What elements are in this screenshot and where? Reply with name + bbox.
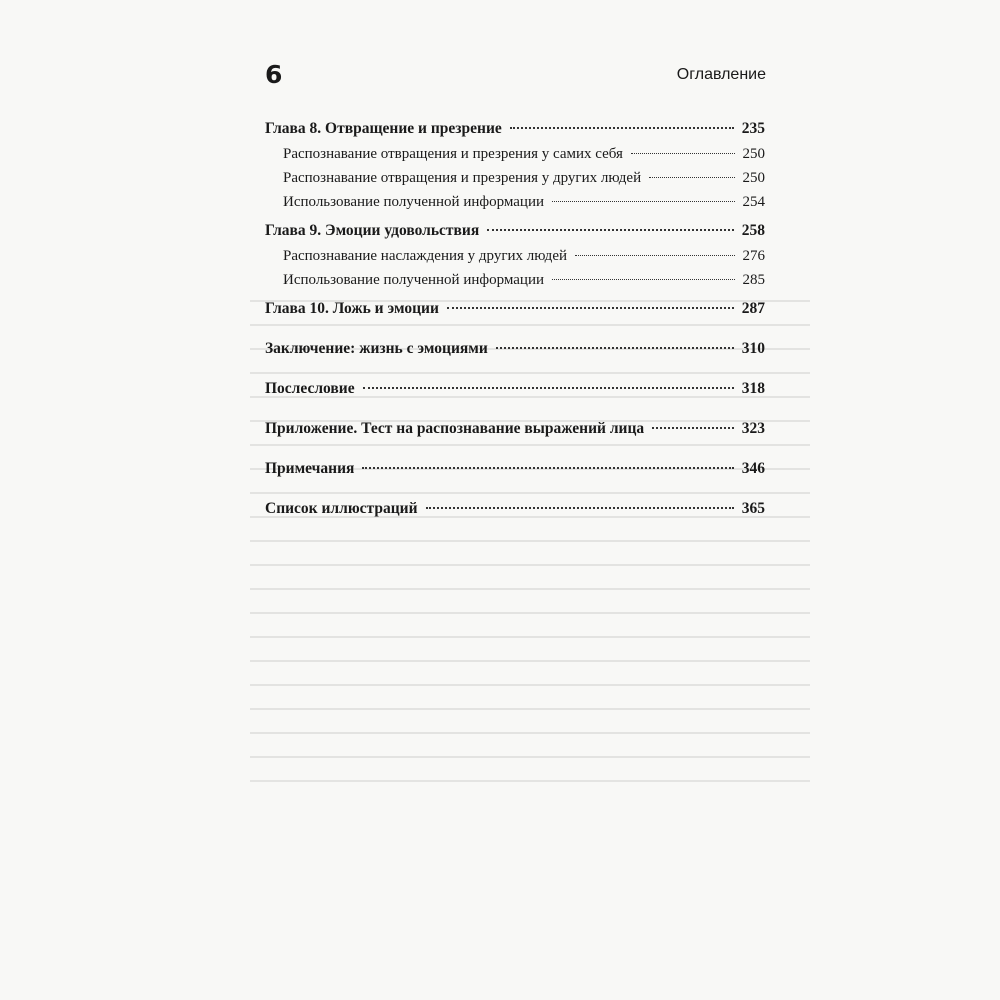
toc-page-number: 250 (742, 170, 765, 186)
toc-section (265, 166, 765, 190)
toc-page-number: 318 (741, 380, 765, 397)
table-of-contents (265, 116, 765, 522)
toc-label: Использование полученной информации (283, 272, 545, 288)
toc-page-number: 254 (742, 194, 765, 210)
toc-label: Послесловие (265, 380, 355, 397)
toc-label: Глава 10. Ложь и эмоции (265, 300, 439, 317)
toc-afterword (265, 376, 765, 402)
toc-chapter-10 (265, 296, 765, 322)
toc-label: Распознавание отвращения и презрения у самих себя (283, 146, 623, 162)
dot-leader (552, 279, 734, 280)
dot-leader (649, 177, 734, 178)
toc-page-number: 323 (741, 420, 765, 437)
dot-leader (510, 127, 734, 129)
toc-section (265, 244, 765, 268)
toc-label: Заключение: жизнь с эмоциями (265, 340, 488, 357)
toc-page-number: 310 (741, 340, 765, 357)
toc-illustrations (265, 496, 765, 522)
dot-leader (575, 255, 734, 256)
dot-leader (447, 307, 734, 309)
toc-label: Глава 9. Эмоции удовольствия (265, 222, 480, 239)
toc-appendix (265, 416, 765, 442)
page-number: 6 (265, 60, 283, 89)
toc-chapter-9 (265, 218, 765, 244)
toc-page-number: 258 (741, 222, 765, 239)
running-title: Оглавление (676, 66, 766, 83)
toc-page-number: 285 (742, 272, 765, 288)
toc-label: Приложение. Тест на распознавание выражений лица (265, 420, 645, 437)
toc-page-number: 235 (741, 120, 765, 137)
toc-conclusion (265, 336, 765, 362)
toc-label: Список иллюстраций (265, 500, 418, 517)
toc-section (265, 142, 765, 166)
toc-label: Распознавание отвращения и презрения у других людей (283, 170, 642, 186)
dot-leader (496, 347, 734, 349)
toc-page-number: 365 (741, 500, 765, 517)
dot-leader (426, 507, 734, 509)
toc-label: Примечания (265, 460, 355, 477)
toc-chapter-8 (265, 116, 765, 142)
toc-page-number: 250 (742, 146, 765, 162)
toc-label: Глава 8. Отвращение и презрение (265, 120, 502, 137)
toc-page-number: 346 (741, 460, 765, 477)
toc-section (265, 190, 765, 214)
toc-page-number: 276 (742, 248, 765, 264)
toc-page-number: 287 (741, 300, 765, 317)
dot-leader (363, 387, 734, 389)
toc-section (265, 268, 765, 292)
dot-leader (487, 229, 734, 231)
dot-leader (652, 427, 734, 429)
dot-leader (362, 467, 733, 469)
toc-label: Использование полученной информации (283, 194, 545, 210)
toc-label: Распознавание наслаждения у других людей (283, 248, 568, 264)
toc-notes (265, 456, 765, 482)
dot-leader (552, 201, 734, 202)
dot-leader (631, 153, 735, 154)
